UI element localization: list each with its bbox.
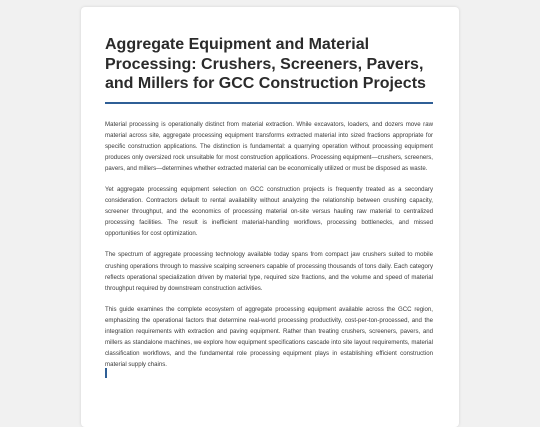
paragraph-2: Yet aggregate processing equipment selection on GCC construction projects is frequently treated as a secondary consideration. Contractors default to rental availability without analyzing the relationship between crushing capacity, screener throughput, and the economics of processing material on-site versus hauling raw material to centralized processing facilities. The result is inefficient material-handling workflows, processing bottlenecks, and missed opportunities for cost optimization.: [105, 185, 433, 238]
section-marker: [105, 368, 107, 378]
paragraph-1: Material processing is operationally distinct from material extraction. While excavators, loaders, and dozers move raw material across site, aggregate processing equipment transforms extracted material into sized fractions appropriate for specific construction applications. The distinction is fundamental: a quarrying operation without processing equipment produces only oversized rock unsuitable for most construction applications. Processing equipment—crushers, screeners, pavers, and millers—determines whether extracted material can be economically utilized or must be disposed as waste.: [105, 120, 433, 172]
article-card: [81, 7, 459, 427]
paragraph-3: The spectrum of aggregate processing technology available today spans from compact jaw crushers suited to mobile crushing operations through to massive scalping screeners capable of processing thousands of tons daily. Each category reflects operational specialization driven by material type, required size fractions, and the volume and speed of material throughput required by downstream construction activities.: [105, 251, 433, 292]
title-divider: [105, 102, 433, 104]
paragraph-4: This guide examines the complete ecosystem of aggregate processing equipment available across the GCC region, emphasizing the operational factors that determine real-world processing productivity, cost-per-ton-processed, and the integration requirements with extraction and paving equipment. Rather than treating crushers, screeners, pavers, and millers as standalone machines, we explore how equipment specifications cascade into site layout requirements, material classification workflows, and the fundamental role processing equipment plays in establishing efficient construction material supply chains.: [105, 305, 433, 369]
article-title: Aggregate Equipment and Material Processing: Crushers, Screeners, Pavers, and Millers for GCC Construction Projects: [105, 36, 426, 92]
